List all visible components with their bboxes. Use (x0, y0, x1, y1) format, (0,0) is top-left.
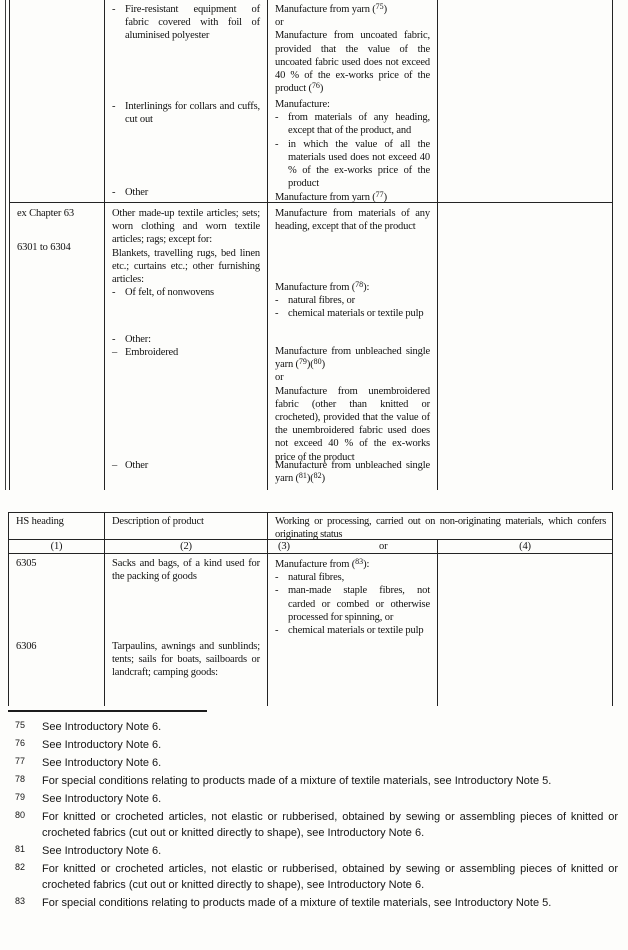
dash-bullet: - (112, 4, 116, 15)
t2-subheader-2: (2) (105, 540, 268, 554)
double-dash-bullet: – (112, 460, 118, 471)
footnote-ref: 82 (313, 470, 322, 480)
dash-bullet: - (112, 287, 116, 299)
t1-r2-hs-heading-cell (10, 203, 105, 490)
rule-block (275, 98, 430, 190)
rule-block (275, 459, 430, 485)
origin-rules-table-continuation (9, 0, 613, 490)
rule-text: Manufacture from uncoated fabric, provided that the value of the uncoated fabric used does not exceed 40 % of the ex-works price of the product ($^{76}$) (275, 30, 430, 95)
dash-bullet: - (275, 625, 279, 637)
rule-or: or (275, 17, 284, 29)
rule-item-text: in which the value of all the materials used does not exceed 40 % of the ex-works price of the product (288, 138, 430, 190)
hs-heading: 6306 (16, 641, 37, 652)
footnote-separator-rule (8, 710, 207, 712)
dash-bullet: - (112, 101, 116, 112)
rule-item (275, 138, 430, 191)
footnotes (15, 719, 618, 913)
footnote (15, 895, 618, 911)
rule-text: Manufacture from materials of any heading, except that of the product (275, 208, 430, 233)
footnote-text: See Introductory Note 6. (42, 845, 162, 857)
description-text: Interlinings for collars and cuffs, cut out (125, 101, 260, 126)
description-text: Other: (125, 334, 151, 345)
rule-item (275, 584, 430, 624)
description-item (112, 3, 260, 43)
rule-text: Manufacture from ($^{78}$): (275, 279, 370, 293)
t2-subheader-3 (268, 540, 438, 554)
dash-bullet: - (275, 572, 279, 584)
footnote-ref: 76 (311, 80, 320, 90)
rule-item-text: chemical materials or textile pulp (288, 625, 424, 637)
hs-heading: 6305 (16, 558, 37, 569)
footnote-text: For knitted or crocheted articles, not elastic or rubberised, obtained by sewing or assembling pieces of knitted or crocheted fabrics (cut out or knitted directly to shape), see Introductory Note 6. (42, 863, 618, 891)
rule-item (275, 624, 430, 637)
description-item (112, 186, 260, 199)
footnote-number: 77 (15, 756, 26, 766)
description-text: Of felt, of nonwovens (125, 287, 214, 299)
description-item (112, 333, 260, 346)
t1-r2-col4-cell (438, 203, 613, 490)
footnote-text: See Introductory Note 6. (42, 757, 162, 769)
dash-bullet: - (275, 585, 279, 597)
dash-bullet: - (112, 334, 116, 345)
origin-rules-table (8, 512, 613, 706)
footnote-ref: 75 (375, 1, 384, 11)
footnote-number: 83 (15, 896, 26, 906)
dash-bullet: - (275, 308, 279, 320)
rule-text: Manufacture from unbleached single yarn ($^{79}$)($^{80}$) (275, 346, 430, 371)
t2-body-col4-cell (438, 554, 613, 706)
footnote (15, 861, 618, 893)
t1-r1-col4-cell (438, 0, 613, 203)
footnote (15, 719, 618, 735)
subheader-3-label: (3) (278, 541, 290, 552)
rule-text: Manufacture: (275, 99, 330, 110)
description-block (112, 459, 260, 472)
rule-block (275, 281, 430, 321)
dash-bullet: - (275, 112, 279, 124)
footnote-text: See Introductory Note 6. (42, 793, 162, 805)
t2-header-hs-heading: HS heading (9, 513, 105, 540)
footnote-number: 80 (15, 810, 26, 820)
rule-item (275, 307, 430, 320)
footnote-ref: 83 (355, 556, 364, 566)
rule-item (275, 294, 430, 307)
t1-r1-working-rule-cell (268, 0, 438, 203)
description-block (112, 333, 260, 359)
dash-bullet: - (275, 138, 279, 150)
dash-bullet: - (112, 187, 116, 198)
t2-body-working-rule-cell (268, 554, 438, 706)
description-text: Blankets, travelling rugs, bed linen etc.; curtains etc.; other furnishing articles: (112, 247, 260, 286)
rule-text: Manufacture from unbleached single yarn ($^{81}$)($^{82}$) (275, 460, 430, 485)
rule-block (275, 207, 430, 233)
rule-item (275, 111, 430, 137)
rule-block (275, 345, 430, 464)
t1-r2-description-cell (105, 203, 268, 490)
rule-item-text: from materials of any heading, except that of the product, and (288, 112, 430, 137)
t2-subheader-4: (4) (438, 540, 613, 554)
t2-body-hs-heading-cell (9, 554, 105, 706)
double-dash-bullet: – (112, 347, 118, 359)
description-item (112, 100, 260, 126)
footnote-text: For knitted or crocheted articles, not elastic or rubberised, obtained by sewing or assembling pieces of knitted or crocheted fabrics (cut out or knitted directly to shape), see Introductory Note 6. (42, 811, 618, 839)
footnote (15, 791, 618, 807)
description-block (112, 207, 260, 299)
description-item (112, 459, 260, 472)
subheader-or-label: or (379, 541, 388, 552)
footnote (15, 755, 618, 771)
footnote-text: See Introductory Note 6. (42, 721, 162, 733)
rule-or: or (275, 372, 284, 384)
rule-text: Manufacture from ($^{83}$): (275, 556, 370, 570)
footnote (15, 843, 618, 859)
t2-header-description: Description of product (105, 513, 268, 540)
footnote-number: 75 (15, 720, 26, 730)
description-text: Embroidered (125, 347, 179, 359)
footnote (15, 809, 618, 841)
rule-text: Manufacture from unembroidered fabric (other than knitted or crocheted), provided that the value of the unembroidered fabric used does not exceed 40 % of the ex-works price of the product (275, 385, 430, 463)
rule-block (275, 3, 430, 95)
footnote-number: 82 (15, 862, 26, 872)
rule-item-text: natural fibres, or (288, 295, 355, 307)
footnote-text: For special conditions relating to products made of a mixture of textile materials, see Introductory Note 5. (42, 897, 552, 909)
footnote-number: 81 (15, 844, 26, 854)
t1-r1-hs-heading-cell (10, 0, 105, 203)
rule-item-text: chemical materials or textile pulp (288, 308, 424, 320)
description-text: Other (125, 187, 149, 198)
description-item (112, 346, 260, 359)
t1-r2-working-rule-cell (268, 203, 438, 490)
rule-text: Manufacture from yarn ($^{75}$) (275, 1, 387, 15)
footnote-ref: 79 (298, 356, 307, 366)
t2-subheader-1: (1) (9, 540, 105, 554)
description-text: Sacks and bags, of a kind used for the packing of goods (112, 558, 260, 583)
description-item (112, 286, 260, 299)
t1-r1-description-cell (105, 0, 268, 203)
footnote (15, 737, 618, 753)
footnote-number: 78 (15, 774, 26, 784)
rule-item-text: natural fibres, (288, 572, 345, 584)
description-text: Other (125, 460, 149, 471)
footnote-ref: 81 (298, 470, 307, 480)
t2-header-working-processing: Working or processing, carried out on non-originating materials, which confers originating status (268, 513, 613, 540)
description-text: Tarpaulins, awnings and sunblinds; tents; sails for boats, sailboards or landcraft; camping goods: (112, 641, 260, 679)
rule-block (275, 558, 430, 637)
t2-body-description-cell (105, 554, 268, 706)
footnote-ref: 78 (355, 279, 364, 289)
description-text: Other made-up textile articles; sets; worn clothing and worn textile articles; rags; except for: (112, 208, 260, 246)
footnote-ref: 80 (313, 356, 322, 366)
hs-heading: ex Chapter 63 (17, 208, 74, 219)
footnote (15, 773, 618, 789)
footnote-text: For special conditions relating to products made of a mixture of textile materials, see Introductory Note 5. (42, 775, 552, 787)
dash-bullet: - (275, 295, 279, 307)
footnote-ref: 77 (375, 189, 384, 199)
description-text: Fire-resistant equipment of fabric covered with foil of aluminised polyester (125, 4, 260, 42)
footnote-number: 79 (15, 792, 26, 802)
rule-item (275, 571, 430, 584)
footnote-number: 76 (15, 738, 26, 748)
hs-heading-range: 6301 to 6304 (17, 242, 71, 253)
rule-item-text: man-made staple fibres, not carded or combed or otherwise processed for spinning, or (288, 585, 430, 623)
rule-text: Manufacture from yarn ($^{77}$) (275, 189, 387, 203)
footnote-text: See Introductory Note 6. (42, 739, 162, 751)
